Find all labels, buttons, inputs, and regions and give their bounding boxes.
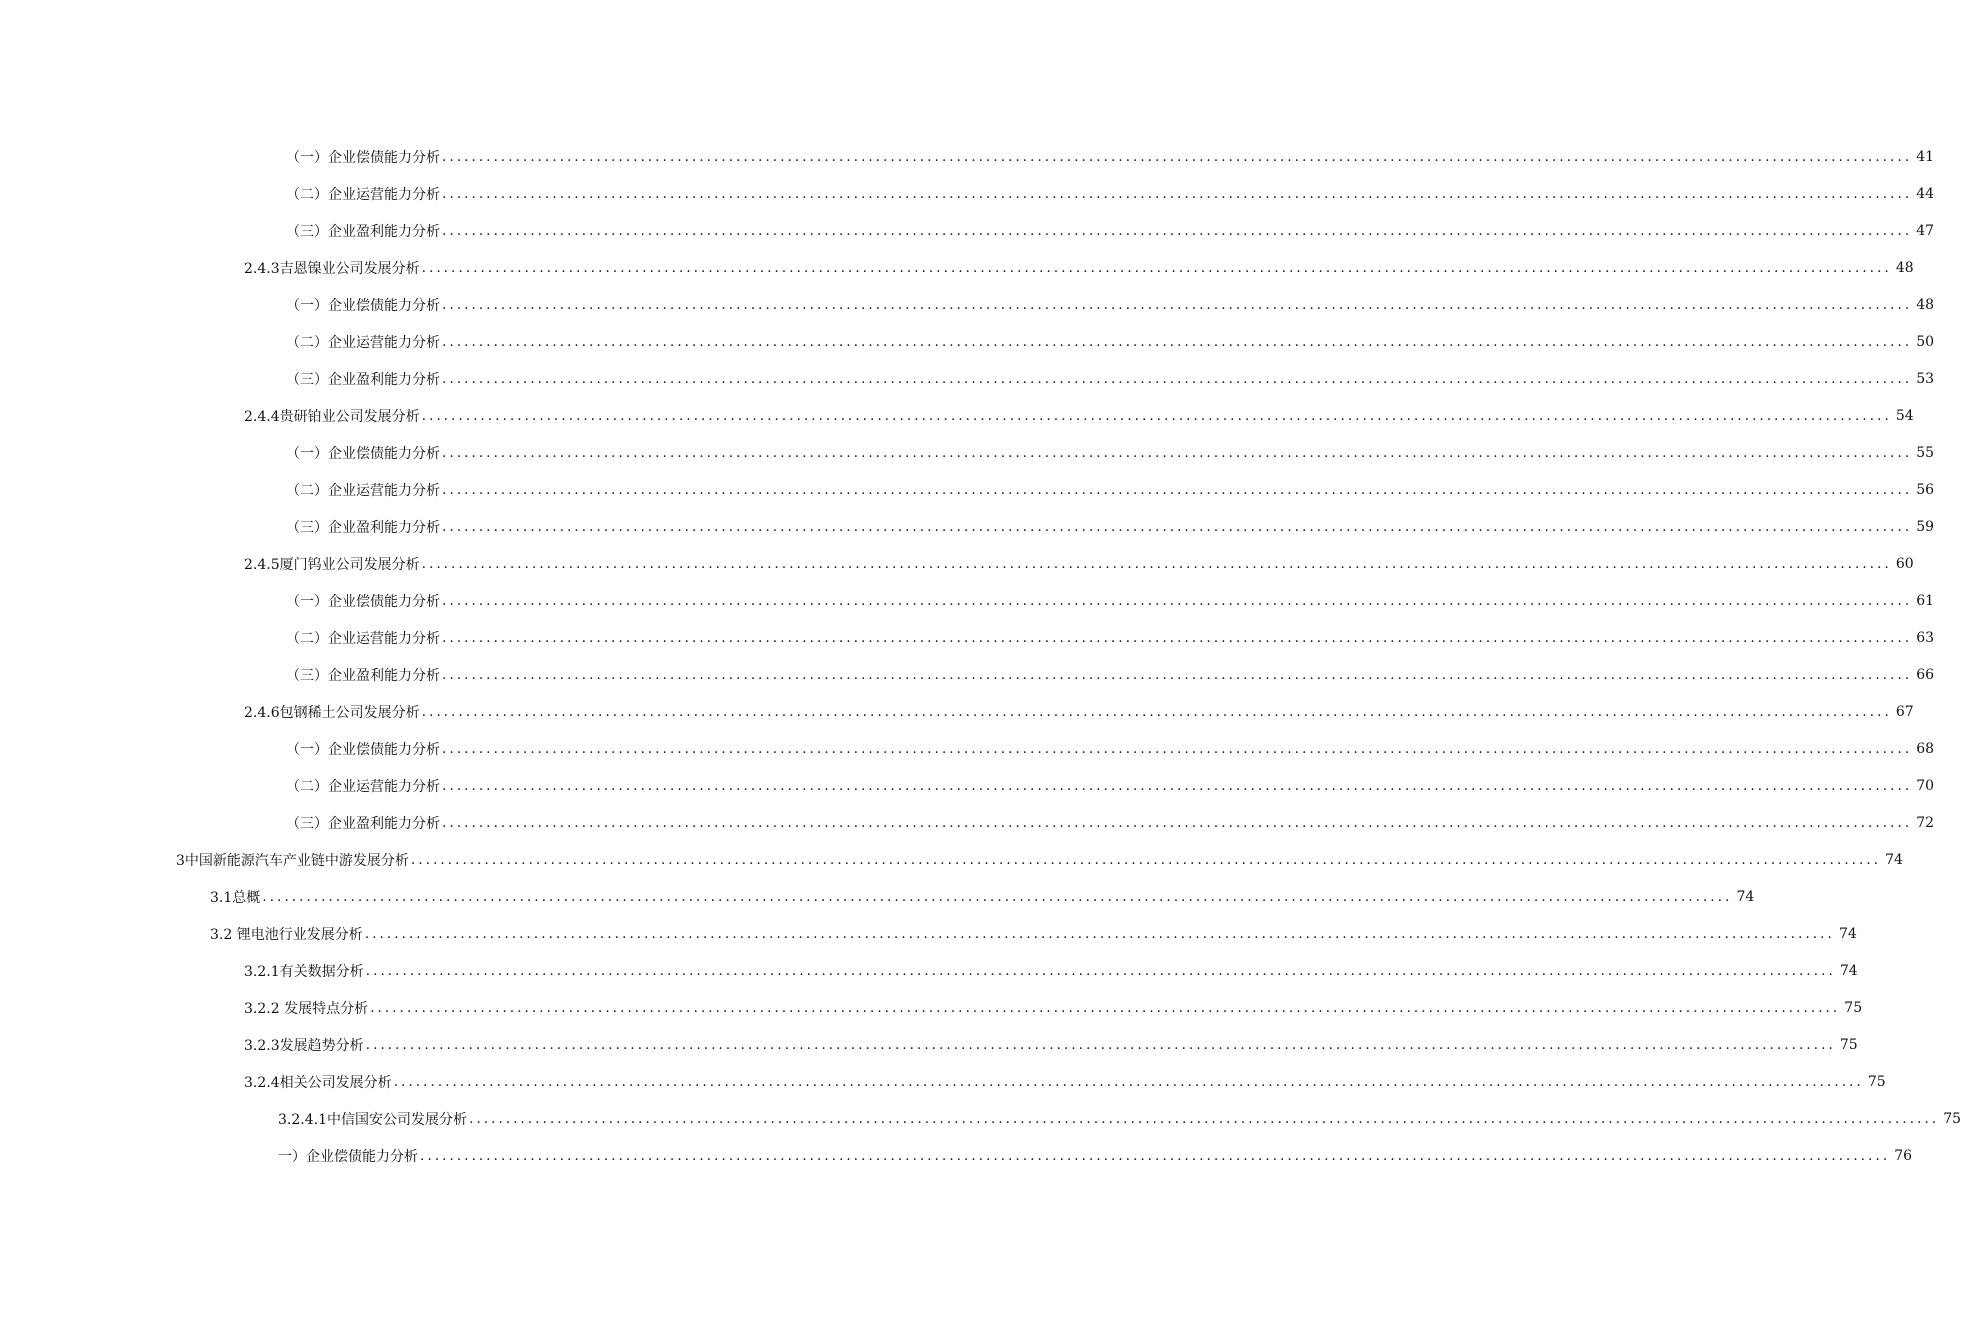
toc-entry[interactable] xyxy=(286,767,1935,804)
toc-entry-title: （三）企业盈利能力分析 xyxy=(286,667,440,684)
toc-entry[interactable] xyxy=(210,915,1857,952)
toc-leader-dots: ........................................................................................................................................................................................................ xyxy=(468,1110,1940,1127)
toc-entry-page: 44 xyxy=(1916,185,1935,202)
toc-entry-page: 41 xyxy=(1916,148,1935,165)
toc-entry[interactable] xyxy=(286,212,1935,249)
toc-entry[interactable] xyxy=(286,360,1935,397)
toc-entry-title: （三）企业盈利能力分析 xyxy=(286,815,440,832)
toc-entry[interactable] xyxy=(244,1026,1858,1063)
toc-entry-title: 3.2.4.1中信国安公司发展分析 xyxy=(278,1111,467,1128)
toc-leader-dots: ........................................................................................................................................................................................................ xyxy=(442,333,1913,350)
toc-entry-title: （一）企业偿债能力分析 xyxy=(286,741,440,758)
toc-entry-page: 63 xyxy=(1916,629,1935,646)
toc-entry-page: 61 xyxy=(1916,592,1935,609)
toc-entry-page: 74 xyxy=(1838,925,1857,942)
toc-leader-dots: ........................................................................................................................................................................................................ xyxy=(364,925,1835,942)
toc-entry[interactable] xyxy=(286,508,1935,545)
toc-entry[interactable] xyxy=(286,582,1935,619)
toc-entry[interactable] xyxy=(286,138,1935,175)
toc-entry-page: 72 xyxy=(1916,814,1935,831)
toc-entry[interactable] xyxy=(244,397,1914,434)
toc-leader-dots: ........................................................................................................................................................................................................ xyxy=(420,1147,1891,1164)
toc-leader-dots: ........................................................................................................................................................................................................ xyxy=(442,518,1913,535)
toc-entry[interactable] xyxy=(244,952,1858,989)
toc-entry-title: 3.2.1有关数据分析 xyxy=(244,963,364,980)
toc-entry[interactable] xyxy=(176,841,1903,878)
toc-entry-title: （三）企业盈利能力分析 xyxy=(286,519,440,536)
toc-entry[interactable] xyxy=(286,730,1935,767)
toc-entry-page: 47 xyxy=(1916,222,1935,239)
toc-entry-page: 75 xyxy=(1867,1073,1886,1090)
toc-leader-dots: ........................................................................................................................................................................................................ xyxy=(442,444,1913,461)
toc-entry-page: 74 xyxy=(1885,851,1903,868)
toc-entry-page: 74 xyxy=(1839,962,1858,979)
toc-entry-title: 3.1总概 xyxy=(210,889,261,906)
toc-entry-title: （二）企业运营能力分析 xyxy=(286,482,440,499)
toc-entry[interactable] xyxy=(286,323,1935,360)
toc-leader-dots: ........................................................................................................................................................................................................ xyxy=(410,851,1881,868)
toc-entry-page: 74 xyxy=(1736,888,1755,905)
toc-leader-dots: ........................................................................................................................................................................................................ xyxy=(421,259,1892,276)
toc-entry-title: 3.2.4相关公司发展分析 xyxy=(244,1074,392,1091)
toc-leader-dots: ........................................................................................................................................................................................................ xyxy=(393,1073,1864,1090)
toc-entry[interactable] xyxy=(286,656,1935,693)
toc-entry-title: 2.4.4贵研铂业公司发展分析 xyxy=(244,408,420,425)
toc-entry-title: （三）企业盈利能力分析 xyxy=(286,371,440,388)
toc-entry-title: （二）企业运营能力分析 xyxy=(286,334,440,351)
toc-entry-title: 一）企业偿债能力分析 xyxy=(278,1148,418,1165)
toc-entry-page: 76 xyxy=(1894,1147,1913,1164)
toc-entry-page: 48 xyxy=(1916,296,1935,313)
toc-entry[interactable] xyxy=(244,249,1914,286)
toc-entry[interactable] xyxy=(286,286,1935,323)
toc-entry-page: 75 xyxy=(1844,999,1863,1016)
toc-entry-title: 3.2.3发展趋势分析 xyxy=(244,1037,364,1054)
toc-entry-title: 3中国新能源汽车产业链中游发展分析 xyxy=(176,852,409,869)
toc-leader-dots: ........................................................................................................................................................................................................ xyxy=(442,296,1913,313)
toc-leader-dots: ........................................................................................................................................................................................................ xyxy=(262,888,1733,905)
toc-entry-page: 55 xyxy=(1916,444,1935,461)
toc-entry-page: 70 xyxy=(1916,777,1935,794)
toc-leader-dots: ........................................................................................................................................................................................................ xyxy=(442,481,1913,498)
toc-leader-dots: ........................................................................................................................................................................................................ xyxy=(442,666,1913,683)
toc-entry[interactable] xyxy=(244,1063,1886,1100)
toc-leader-dots: ........................................................................................................................................................................................................ xyxy=(442,629,1913,646)
toc-entry-title: 2.4.5厦门钨业公司发展分析 xyxy=(244,556,420,573)
toc-leader-dots: ........................................................................................................................................................................................................ xyxy=(421,703,1892,720)
toc-entry-title: （一）企业偿债能力分析 xyxy=(286,149,440,166)
toc-leader-dots: ........................................................................................................................................................................................................ xyxy=(442,222,1913,239)
toc-entry[interactable] xyxy=(210,878,1755,915)
toc-leader-dots: ........................................................................................................................................................................................................ xyxy=(442,777,1913,794)
toc-entry-title: （二）企业运营能力分析 xyxy=(286,186,440,203)
toc-entry-page: 56 xyxy=(1916,481,1935,498)
toc-entry-page: 66 xyxy=(1916,666,1935,683)
toc-entry-title: （一）企业偿债能力分析 xyxy=(286,593,440,610)
toc-entry-title: （一）企业偿债能力分析 xyxy=(286,297,440,314)
toc-entry-page: 50 xyxy=(1916,333,1935,350)
toc-leader-dots: ........................................................................................................................................................................................................ xyxy=(442,370,1913,387)
toc-entry[interactable] xyxy=(286,434,1935,471)
toc-entry[interactable] xyxy=(244,545,1914,582)
toc-leader-dots: ........................................................................................................................................................................................................ xyxy=(442,148,1913,165)
toc-entry-page: 59 xyxy=(1916,518,1935,535)
toc-entry[interactable] xyxy=(286,175,1935,212)
toc-entry-title: （一）企业偿债能力分析 xyxy=(286,445,440,462)
toc-entry-page: 75 xyxy=(1839,1036,1858,1053)
toc-leader-dots: ........................................................................................................................................................................................................ xyxy=(442,740,1913,757)
toc-entry-page: 68 xyxy=(1916,740,1935,757)
toc-leader-dots: ........................................................................................................................................................................................................ xyxy=(442,814,1913,831)
toc-leader-dots: ........................................................................................................................................................................................................ xyxy=(365,1036,1836,1053)
toc-entry[interactable] xyxy=(286,619,1935,656)
toc-entry-title: 2.4.6包钢稀土公司发展分析 xyxy=(244,704,420,721)
toc-entry-page: 67 xyxy=(1895,703,1914,720)
toc-entry[interactable] xyxy=(286,471,1935,508)
toc-leader-dots: ........................................................................................................................................................................................................ xyxy=(442,592,1913,609)
toc-leader-dots: ........................................................................................................................................................................................................ xyxy=(421,555,1892,572)
toc-entry-title: （三）企业盈利能力分析 xyxy=(286,223,440,240)
toc-leader-dots: ........................................................................................................................................................................................................ xyxy=(421,407,1892,424)
toc-entry-page: 54 xyxy=(1895,407,1914,424)
toc-entry[interactable] xyxy=(286,804,1935,841)
toc-entry[interactable] xyxy=(244,693,1914,730)
toc-entry-page: 48 xyxy=(1895,259,1914,276)
toc-leader-dots: ........................................................................................................................................................................................................ xyxy=(370,999,1841,1016)
toc-entry-page: 75 xyxy=(1943,1110,1961,1127)
toc-entry[interactable] xyxy=(278,1100,1961,1137)
toc-entry-title: 2.4.3吉恩镍业公司发展分析 xyxy=(244,260,420,277)
toc-entry-page: 60 xyxy=(1895,555,1914,572)
toc-leader-dots: ........................................................................................................................................................................................................ xyxy=(365,962,1836,979)
toc-entry-page: 53 xyxy=(1916,370,1935,387)
toc-entry[interactable] xyxy=(244,989,1863,1026)
toc-entry-title: （二）企业运营能力分析 xyxy=(286,778,440,795)
toc-entry[interactable] xyxy=(278,1137,1913,1174)
toc-entry-title: 3.2 锂电池行业发展分析 xyxy=(210,926,363,943)
toc-entry-title: 3.2.2 发展特点分析 xyxy=(244,1000,369,1017)
toc-leader-dots: ........................................................................................................................................................................................................ xyxy=(442,185,1913,202)
toc-entry-title: （二）企业运营能力分析 xyxy=(286,630,440,647)
